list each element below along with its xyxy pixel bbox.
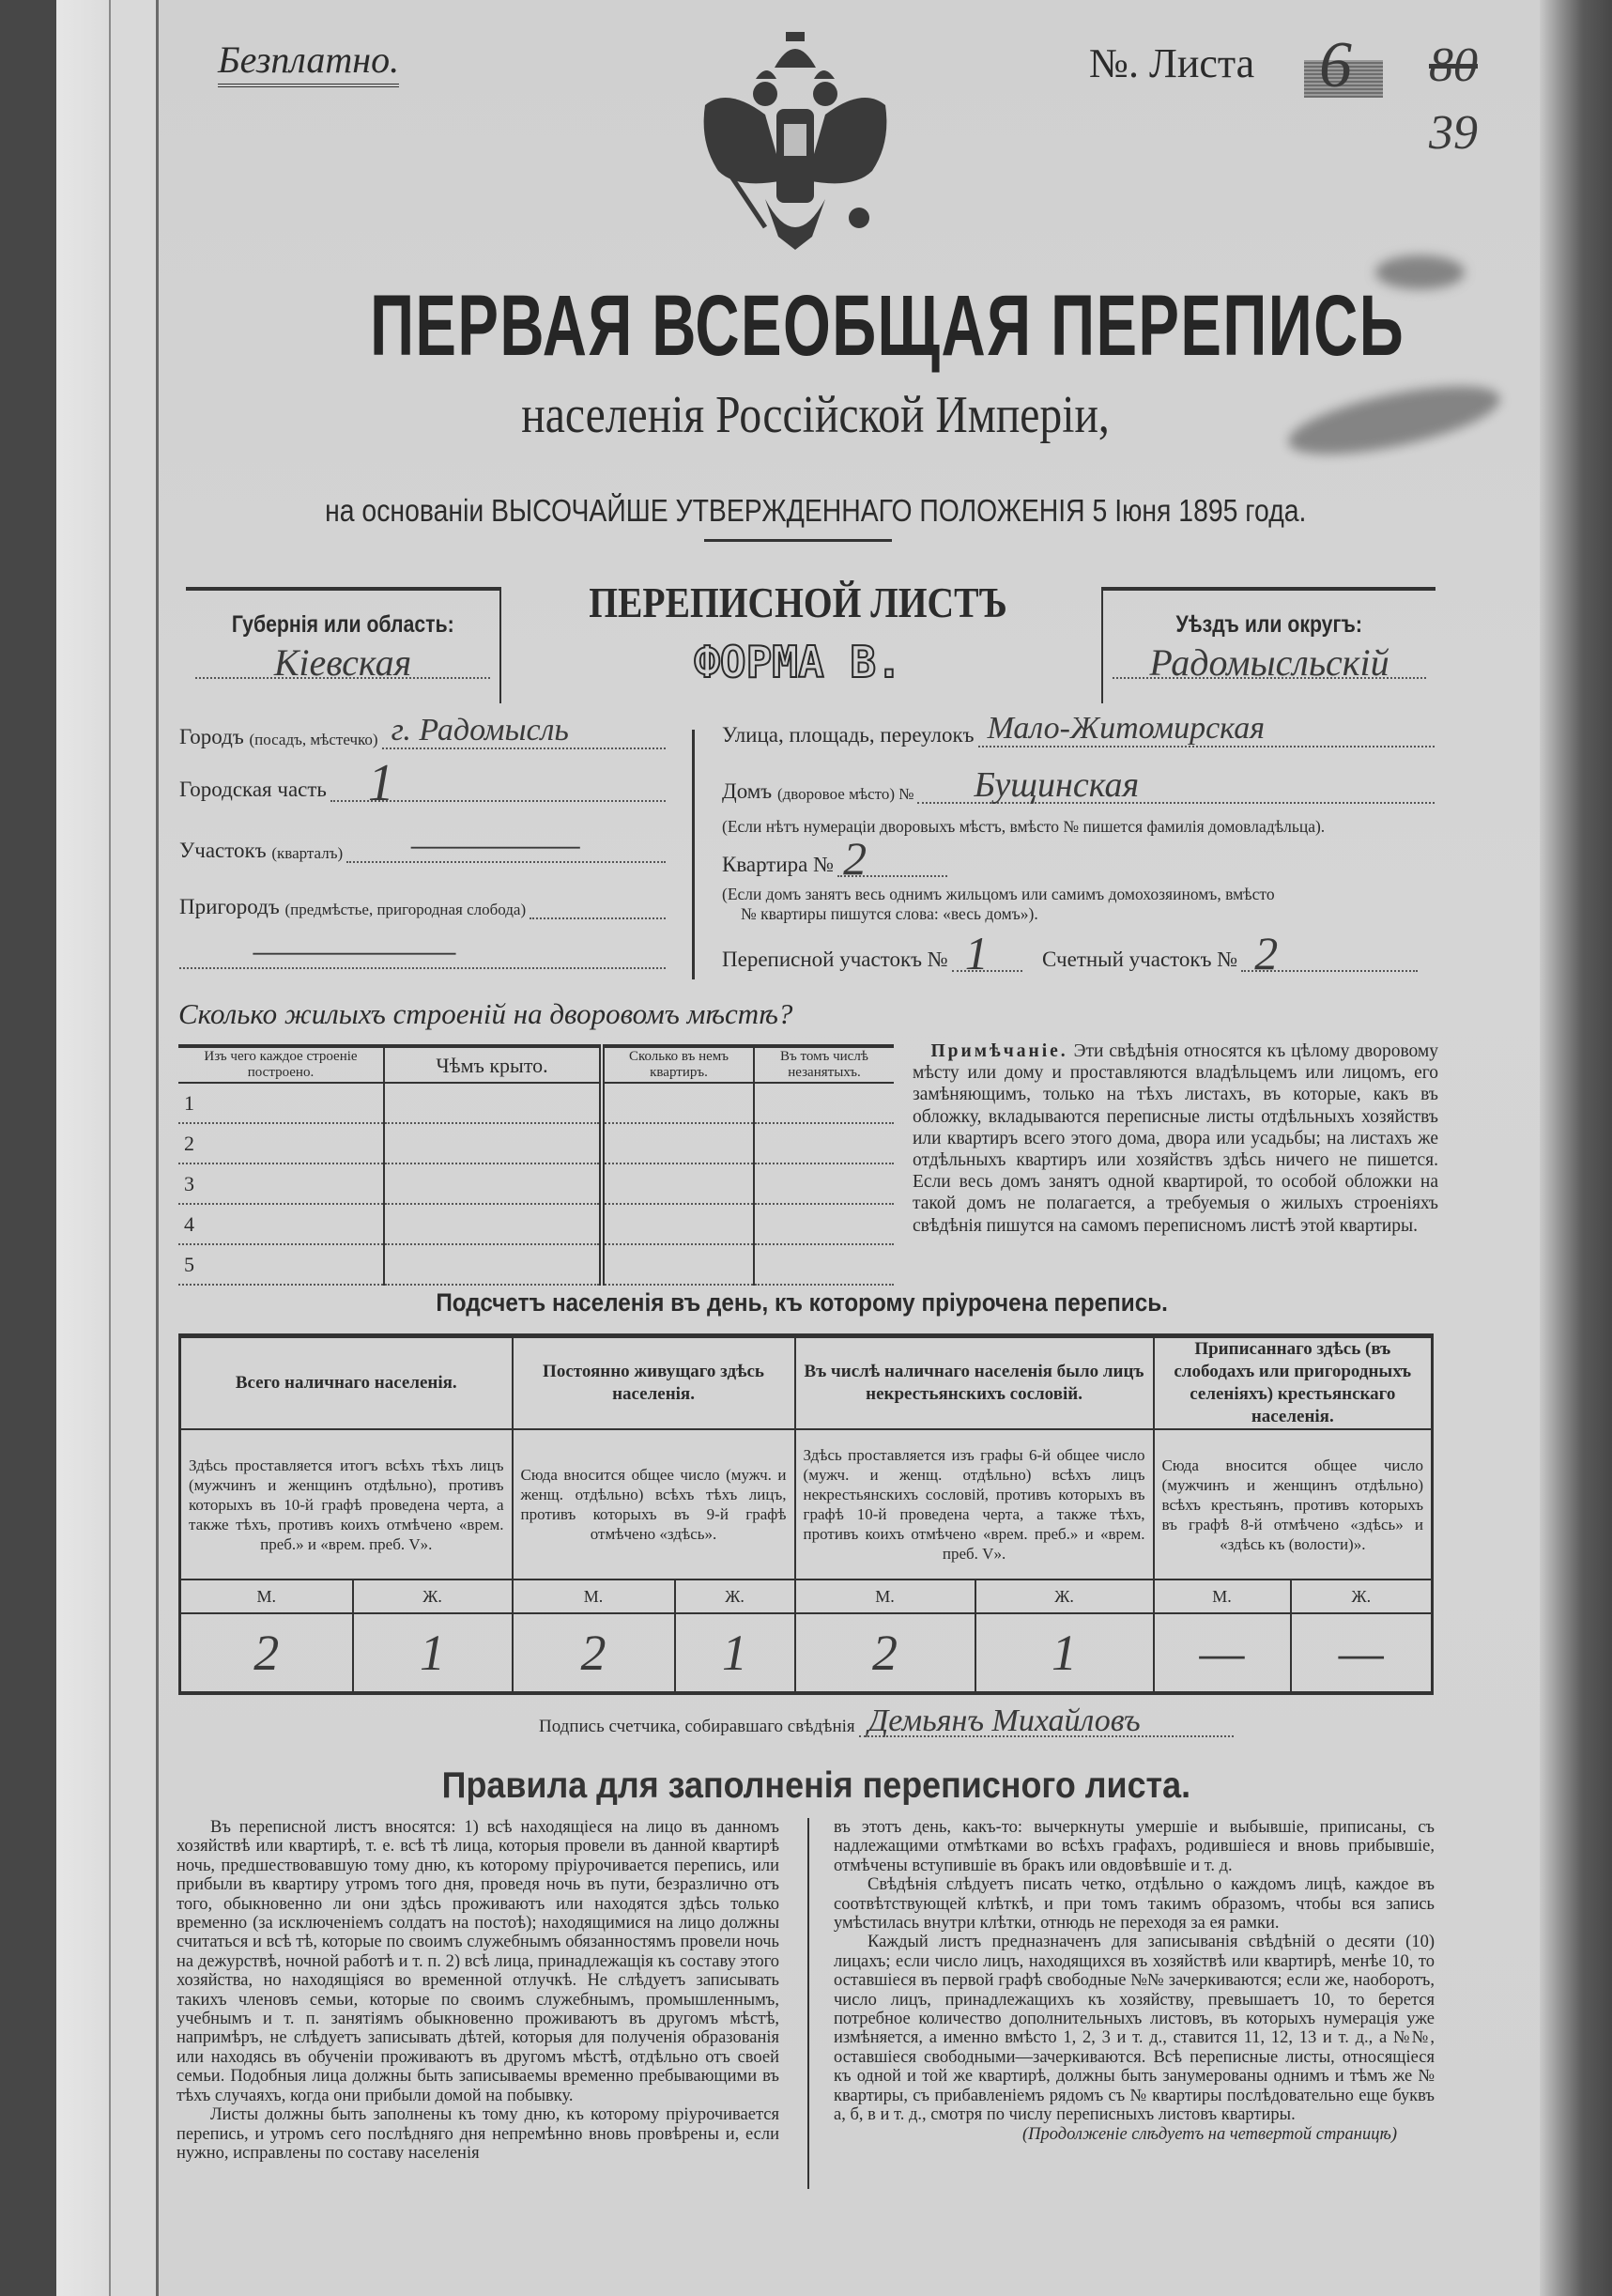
form-type: ФОРМА В. [694,637,902,687]
table-cell[interactable] [384,1163,602,1204]
divider [704,539,892,542]
male-label: М. [795,1579,975,1613]
peasant-male[interactable]: — [1154,1613,1291,1693]
quarter-note: (кварталъ) [271,844,344,862]
buildings-question [178,997,793,1031]
table-row [178,1083,894,1123]
city-part-value: 1 [367,754,394,812]
street-label: Улица, площадь, переулокъ [722,723,975,747]
table-cell[interactable] [754,1083,894,1123]
column-divider [807,1818,809,2189]
continuation-note: (Продолженіе слѣдуетъ на четвертой страницѣ) [1021,2124,1397,2144]
table-cell[interactable] [602,1123,754,1163]
summary-values-row [180,1613,1433,1693]
note-block [913,1040,1438,1237]
rules-paragraph: Листы должны быть заполнены къ тому дню, къ которому пріурочивается перепись, и утромъ сего послѣдняго дня непремѣнно вновь провѣрены и, если нужно, исправлены по составу населенія [177,2105,779,2163]
scan-background-left [0,0,56,2296]
column-header: Въ томъ числѣ незанятыхъ. [754,1046,894,1083]
table-row [178,1163,894,1204]
table-row [178,1123,894,1163]
summary-header-row [180,1336,1433,1430]
count-district-field[interactable] [1241,927,1418,979]
rules-title [159,1765,1473,1807]
column-description: Сюда вносится общее число (мужч. и женщ. отдѣльно) всѣхъ тѣхъ лицъ, противъ которыхъ въ 9-й графѣ отмѣчено «здѣсь». [513,1429,795,1579]
male-label: М. [1154,1579,1291,1613]
document-title-text: ПЕРВАЯ ВСЕОБЩАЯ ПЕРЕПИСЬ [370,278,1405,374]
street-field[interactable] [978,711,1435,747]
table-cell[interactable] [602,1204,754,1244]
province-field[interactable]: Кіевская [195,649,490,679]
count-district-value: 2 [1254,927,1279,979]
signature-label: Подпись счетчика, собиравшаго свѣдѣнія [539,1717,855,1736]
city-row [179,713,666,749]
column-header: Сколько въ немъ квартиръ. [602,1046,754,1083]
rules-paragraph: въ этотъ день, какъ-то: вычеркнуты умершіе и выбывшіе, приписаны, съ надлежащими отмѣтками во всѣхъ графахъ, родившіеся и вновь прибывшіе, отмѣчены вступившіе въ бракъ или овдовѣвшіе и т. д. [834,1818,1435,1875]
column-description: Сюда вносится общее число (мужчинъ и женщинъ отдѣльно) всѣхъ крестьянъ, противъ которыхъ въ графѣ 8-й отмѣчено «здѣсь» и «здѣсь къ (волости)». [1154,1429,1433,1579]
document-title [159,277,1473,376]
legal-basis-text: на основаніи ВЫСОЧАЙШЕ УТВЕРЖДЕННАГО ПОЛОЖЕНІЯ 5 Іюня 1895 года. [325,493,1307,528]
signature-value: Демьянъ Михайловъ [867,1703,1141,1738]
apartment-value: 2 [843,832,867,885]
non-peasant-male[interactable]: 2 [795,1613,975,1693]
suburb-field-2[interactable] [179,929,666,971]
city-part-row [179,754,666,812]
column-header: Изъ чего каждое строеніе построено. [178,1046,384,1083]
female-label: Ж. [1291,1579,1433,1613]
female-label: Ж. [353,1579,513,1613]
form-title [542,578,1054,627]
archive-number: 39 [1429,106,1478,160]
row-number[interactable]: 1 [178,1083,384,1123]
rules-left-column [177,1818,779,2163]
summary-description-row [180,1429,1433,1579]
quarter-value: — [412,823,580,865]
sheet-number-value: 6 [1319,29,1352,101]
column-description: Здѣсь проставляется итогъ всѣхъ тѣхъ лицъ (мужчинъ и женщинъ отдѣльно), противъ которыхъ въ 10-й графѣ проведена черта, а также тѣхъ, противъ коихъ отмѣчено «врем. преб.» и «врем. преб. V». [180,1429,513,1579]
street-row [722,711,1435,747]
population-summary-title-text: Подсчетъ населенія въ день, къ которому пріурочена перепись. [436,1288,1168,1317]
table-cell[interactable] [602,1163,754,1204]
house-label: Домъ [722,779,773,803]
permanent-female[interactable]: 1 [675,1613,795,1693]
note-label: Примѣчаніе. [930,1041,1068,1061]
city-label: Городъ [179,725,244,748]
archive-number-crossed: 80 [1429,39,1478,92]
binding-strip [111,0,159,2296]
male-label: М. [513,1579,675,1613]
apartment-field[interactable] [837,832,947,885]
house-hint: (Если нѣтъ нумераціи дворовыхъ мѣстъ, вмѣсто № пишется фамилія домовладѣльца). [722,817,1326,836]
city-note: (посадъ, мѣстечко) [249,731,378,748]
house-row [722,765,1435,805]
document-subtitle [159,385,1473,445]
quarter-field[interactable] [346,823,666,865]
apartment-hint-line: № квартиры пишутся слова: «весь домъ»). [741,904,1038,923]
table-cell[interactable] [754,1244,894,1285]
table-cell[interactable] [602,1083,754,1123]
column-header: Всего наличнаго населенія. [180,1336,513,1430]
city-value: г. Радомысль [391,713,569,747]
row-number[interactable]: 3 [178,1163,384,1204]
population-summary-title [159,1288,1445,1318]
adjacent-page-edge [56,0,111,2296]
count-district-label: Счетный участокъ № [1042,948,1238,971]
apartment-hint-line: (Если домъ занятъ весь однимъ жильцомъ или самимъ домохозяиномъ, вмѣсто [722,885,1275,903]
table-row [178,1204,894,1244]
sheet-number-label: №. Листа [1089,40,1255,86]
rules-paragraph: Въ переписной листъ вносятся: 1) всѣ находящіеся на лицо въ данномъ хозяйствѣ или квартирѣ, т. е. всѣ тѣ лица, которыя провели въ данной квартирѣ ночь, предшествовавшую тому дню, къ которому пріурочивается перепись, или прибыли въ квартиру утромъ того дня, проведя ночь въ пути, безразлично отъ того, обыкновенно ли они здѣсь проживаютъ или находятся здѣсь только временно (за исключеніемъ солдатъ на постоѣ); находящимися на лицо должны считаться и всѣ тѣ, которые по своимъ служебнымъ обязанностямъ провели ночь на дежурствѣ, ночной работѣ и т. п. 2) всѣ лица, принадлежащія къ составу этого хозяйства, но находящіяся во временной отлучкѣ. Не слѣдуетъ записывать такихъ членовъ семьи, которые по своимъ служебнымъ, промышленнымъ, учебнымъ и т. п. занятіямъ обыкновенно проживаютъ въ другомъ мѣстѣ, напримѣръ, не слѣдуетъ записывать дѣтей, которыя для полученія образованія или находясь въ обученіи проживаютъ въ другомъ мѣстѣ, отдѣльно отъ своей семьи. Подобныя лица должны быть записываемы временно пребывающими въ тѣхъ случаяхъ, когда они прибыли домой на побывку. [177,1818,779,2105]
female-label: Ж. [675,1579,795,1613]
suburb-row [179,893,666,919]
column-header: Приписаннаго здѣсь (въ слободахъ или пригородныхъ селеніяхъ) крестьянскаго населенія. [1154,1336,1433,1430]
signature-field[interactable] [859,1703,1234,1738]
apartment-row [722,832,947,885]
city-part-field[interactable] [330,754,666,812]
male-label: М. [180,1579,353,1613]
house-field[interactable] [917,765,1435,805]
form-title-text: ПЕРЕПИСНОЙ ЛИСТЪ [589,578,1007,626]
district-field[interactable]: Радомысльскій [1113,649,1426,679]
table-cell[interactable] [384,1244,602,1285]
table-cell[interactable] [754,1163,894,1204]
column-header: Постоянно живущаго здѣсь населенія. [513,1336,795,1430]
sex-label-row [180,1579,1433,1613]
column-header: Въ числѣ наличнаго населенія было лицъ некрестьянскихъ сословій. [795,1336,1154,1430]
column-description: Здѣсь проставляется изъ графы 6-й общее число (мужч. и женщ. отдѣльно) всѣхъ лицъ некрестьянскихъ сословій, противъ которыхъ въ графѣ 10-й проведена черта, а также тѣхъ, противъ коихъ отмѣчено «врем. преб.» и «врем. преб. V». [795,1429,1154,1579]
free-of-charge-label: Безплатно. [218,38,399,87]
double-headed-eagle-emblem [699,30,891,252]
city-part-label: Городская часть [179,778,327,801]
rules-right-column [834,1818,1435,2144]
table-row [178,1244,894,1285]
row-number[interactable]: 4 [178,1204,384,1244]
buildings-table [178,1044,894,1286]
note-text: Эти свѣдѣнія относятся къ цѣлому дворовому мѣсту или дому и проставляются владѣльцемъ или лицомъ, его замѣняющимъ, только на тѣхъ листахъ, въ которые, какъ въ обложку, вкладываются переписные листы отдѣльныхъ хозяйствъ или квартиръ всего этого дома, двора или усадьбы; на листахъ же отдѣльныхъ квартиръ или хозяйствъ здѣсь ничего не пишется. Если весь домъ занятъ одной квартирой, то особой обложки на такой домъ не полагается, а требуемыя о жилыхъ строеніяхъ свѣдѣнія пишутся на самомъ переписномъ листѣ этой квартиры. [913,1041,1439,1236]
apartment-label: Квартира № [722,853,835,876]
total-present-female[interactable]: 1 [353,1613,513,1693]
street-value: Мало-Житомирская [987,711,1266,746]
row-number[interactable]: 2 [178,1123,384,1163]
column-header: Чѣмъ крыто. [384,1046,602,1083]
permanent-male[interactable]: 2 [513,1613,675,1693]
suburb-continuation-row [179,929,666,971]
table-cell[interactable] [384,1123,602,1163]
address-divider [692,730,695,979]
province-label: Губернія или область: [231,611,454,638]
table-cell[interactable] [384,1083,602,1123]
city-field[interactable] [382,713,666,749]
legal-basis [159,493,1473,529]
house-note: (дворовое мѣсто) № [776,785,914,803]
count-district-row [1042,927,1418,979]
quarter-row [179,823,666,865]
district-box [1101,587,1435,703]
table-cell[interactable] [754,1123,894,1163]
table-cell[interactable] [602,1244,754,1285]
district-label: Уѣздъ или округъ: [1175,611,1363,638]
quarter-label: Участокъ [179,839,267,862]
peasant-female[interactable]: — [1338,1625,1384,1681]
census-district-row [722,927,1022,979]
census-district-value: 1 [964,927,989,979]
province-box [186,587,501,703]
rules-title-text: Правила для заполненія переписного листа. [441,1765,1190,1806]
table-cell[interactable] [754,1204,894,1244]
female-label: Ж. [975,1579,1154,1613]
table-cell[interactable] [384,1204,602,1244]
house-value: Бущинская [974,765,1140,805]
buildings-question-text: Сколько жилыхъ строеній на дворовомъ мѣстѣ? [178,997,793,1030]
non-peasant-female[interactable]: 1 [975,1613,1154,1693]
suburb-field[interactable] [530,893,666,919]
row-number[interactable]: 5 [178,1244,384,1285]
census-district-label: Переписной участокъ № [722,948,948,971]
population-summary-table [178,1333,1434,1695]
suburb-value: — [254,929,455,971]
census-district-field[interactable] [952,927,1022,979]
table-header-row [178,1046,894,1083]
total-present-male[interactable]: 2 [180,1613,353,1693]
scan-background-right [1540,0,1612,2296]
enumerator-signature-row [539,1703,1234,1738]
rules-paragraph: Свѣдѣнія слѣдуетъ писать четко, отдѣльно о каждомъ лицѣ, каждое въ соотвѣтствующей клѣткѣ, и при томъ такимъ образомъ, чтобы вся запись умѣстилась внутри клѣтки, отнюдь не переходя за ея рамки. [834,1875,1435,1934]
document-subtitle-text: населенія Россійской Имперіи, [521,386,1111,444]
suburb-label: Пригородъ [179,895,280,918]
suburb-note: (предмѣстье, пригородная слобода) [284,901,527,918]
rules-paragraph: Каждый листъ предназначенъ для записыванія свѣдѣній о десяти (10) лицахъ; если число лицъ, находящихся въ хозяйствѣ или квартирѣ, менѣе 10, то оставшіеся въ первой графѣ свободные №№ зачеркиваются; если же, наоборотъ, число лицъ, принадлежащихъ къ хозяйству, превышаетъ 10, то берется потребное количество дополнительныхъ листовъ, въ которыхъ нумерація уже измѣняется, а именно вмѣсто 1, 2, 3 и т. д., ставится 11, 12, 13 и т. д., а №№, оставшіеся свободными—зачеркиваются. Всѣ переписные листы, относящіеся къ одной и той же квартирѣ, должны быть занумерованы однимъ и тѣмъ же № квартиры, съ прибавленіемъ рядомъ съ № квартиры послѣдовательно еще буквъ а, б, в и т. д., смотря по числу переписныхъ листовъ квартиры. [834,1933,1435,2125]
apartment-hint [722,885,1435,924]
